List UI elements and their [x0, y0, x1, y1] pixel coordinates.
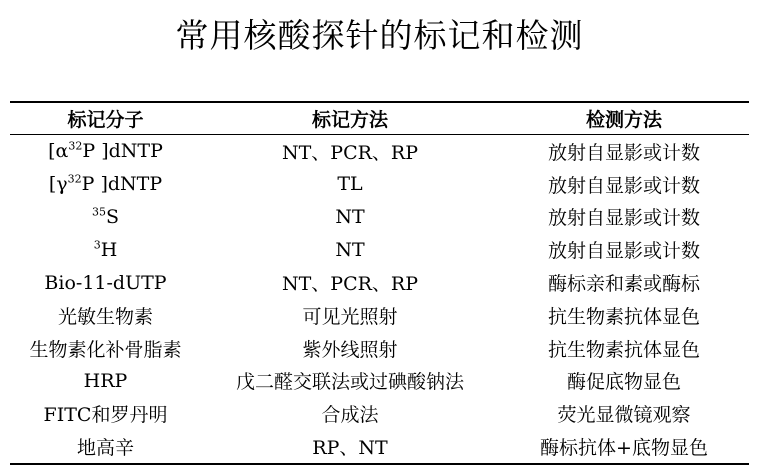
- cell-label-molecule: [10, 365, 201, 398]
- cell-label-method: RP、NT: [312, 437, 388, 460]
- cell-detect-method: 放射自显影或计数: [547, 141, 700, 164]
- molecule-prefix: [α: [48, 140, 69, 163]
- molecule-prefix: FITC和罗丹明: [43, 404, 168, 427]
- table-row: [10, 135, 749, 168]
- molecule-prefix: 地高辛: [76, 437, 134, 460]
- cell-label-method: NT、PCR、RP: [281, 141, 418, 164]
- cell-label-method: 可见光照射: [302, 305, 398, 328]
- molecule-suffix: P ]dNTP: [81, 173, 163, 196]
- table-header: [10, 102, 749, 135]
- cell-label-method: 戊二醛交联法或过碘酸钠法: [235, 371, 464, 394]
- page-title: 常用核酸探针的标记和检测: [175, 16, 584, 55]
- cell-label-method: NT: [335, 205, 365, 228]
- table-row: [10, 233, 749, 266]
- cell-detect-method: 放射自显影或计数: [547, 174, 700, 197]
- cell-detect-method: 放射自显影或计数: [547, 240, 700, 263]
- cell-label-method: NT、PCR、RP: [281, 273, 418, 296]
- molecule-suffix: S: [105, 205, 120, 228]
- cell-label-method: NT: [335, 238, 365, 261]
- molecule-suffix: H: [100, 238, 118, 261]
- cell-label-molecule: [10, 397, 201, 430]
- cell-detect-method: 酶促底物显色: [566, 371, 681, 394]
- molecule-prefix: Bio-11-dUTP: [44, 271, 167, 294]
- cell-label-method: TL: [337, 173, 363, 196]
- header-detect-method: 检测方法: [585, 109, 662, 131]
- probe-table: [10, 101, 749, 465]
- molecule-prefix: 光敏生物素: [57, 305, 153, 328]
- cell-label-molecule: [10, 135, 201, 168]
- cell-label-molecule: [10, 299, 201, 332]
- table-row: [10, 299, 749, 332]
- cell-detect-method: 荧光显微镜观察: [557, 404, 691, 427]
- isotope-mass: 3: [93, 238, 101, 252]
- cell-detect-method: 抗生物素抗体显色: [547, 338, 700, 361]
- table-row: [10, 168, 749, 201]
- isotope-mass: 35: [91, 205, 106, 219]
- probe-table-container: [10, 101, 749, 465]
- cell-label-method: 紫外线照射: [302, 338, 398, 361]
- isotope-mass: 32: [67, 172, 82, 186]
- cell-label-molecule: [10, 168, 201, 201]
- cell-label-method: 合成法: [321, 404, 379, 427]
- molecule-prefix: HRP: [83, 369, 128, 392]
- cell-detect-method: 放射自显影或计数: [547, 207, 700, 230]
- cell-label-molecule: [10, 233, 201, 266]
- cell-detect-method: 酶标抗体+底物显色: [540, 437, 708, 460]
- molecule-prefix: 生物素化补骨脂素: [29, 338, 182, 361]
- table-row: [10, 430, 749, 464]
- molecule-prefix: [γ: [48, 173, 68, 196]
- cell-detect-method: 抗生物素抗体显色: [547, 305, 700, 328]
- table-row: [10, 397, 749, 430]
- header-row: [10, 102, 749, 135]
- table-row: [10, 365, 749, 398]
- header-label-molecule: 标记分子: [67, 109, 144, 131]
- table-body: [10, 135, 749, 464]
- header-label-method: 标记方法: [311, 109, 388, 131]
- cell-label-molecule: [10, 430, 201, 464]
- molecule-suffix: P ]dNTP: [82, 140, 163, 163]
- cell-label-molecule: [10, 201, 201, 234]
- cell-detect-method: 酶标亲和素或酶标: [547, 273, 700, 296]
- table-row: [10, 201, 749, 234]
- table-row: [10, 332, 749, 365]
- cell-label-molecule: [10, 266, 201, 299]
- cell-label-molecule: [10, 332, 201, 365]
- table-row: [10, 266, 749, 299]
- isotope-mass: 32: [68, 140, 83, 154]
